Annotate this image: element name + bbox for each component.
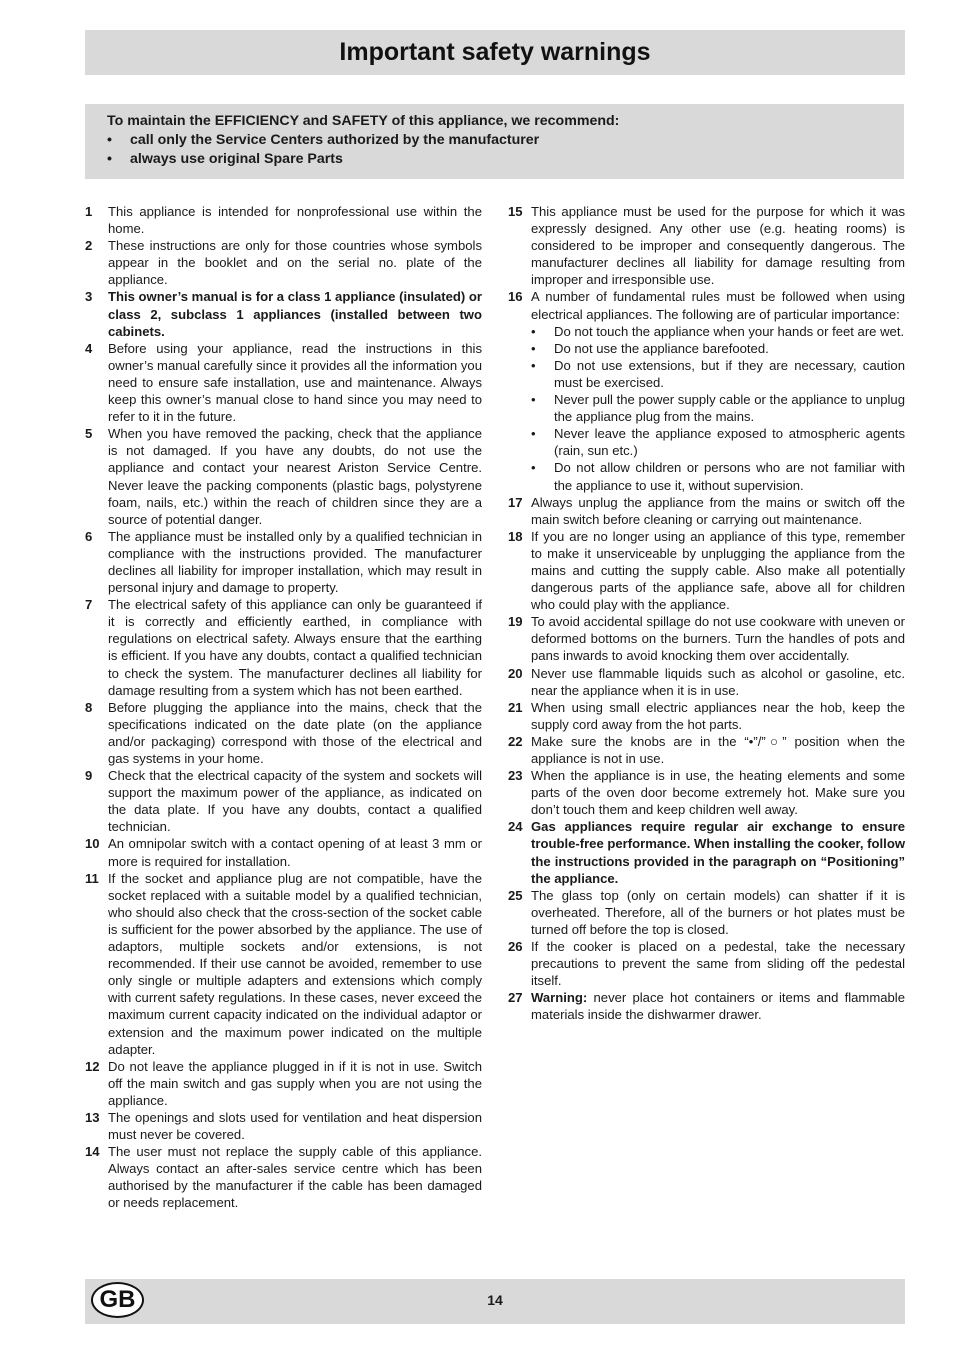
right-column (508, 203, 905, 1024)
recommendation-intro: To maintain the EFFICIENCY and SAFETY of this appliance, we recommend: (107, 113, 620, 129)
item-number: 18 (508, 528, 523, 544)
warning-item-8 (85, 699, 482, 767)
item-body (531, 288, 905, 493)
item-number: 16 (508, 289, 523, 305)
item-number: 11 (85, 870, 99, 886)
item-text: never place hot containers or items and flammable materials inside the dishwarmer drawer. (531, 990, 906, 1023)
sub-item-text: Do not allow children or persons who are not familiar with the appliance to use it, without supervision. (554, 460, 905, 493)
warning-item-15 (508, 203, 905, 288)
warning-item-6 (85, 528, 482, 596)
recommendation-bullet (107, 131, 882, 150)
item-text: The openings and slots used for ventilation and heat dispersion must never be covered. (108, 1109, 482, 1143)
item-number: 13 (85, 1109, 100, 1125)
sub-item (531, 425, 905, 459)
item-text: The glass top (only on certain models) can shatter if it is overheated. Therefore, all of the burners or hot plates must be turned off before the top is closed. (531, 887, 905, 937)
warning-item-16 (508, 288, 905, 493)
bullet-icon: • (531, 460, 536, 476)
item-text: Always unplug the appliance from the mains or switch off the main switch before cleaning or carrying out maintenance. (531, 494, 905, 527)
recommendation-bullet-text: call only the Service Centers authorized by the manufacturer (130, 132, 540, 148)
warning-item-12 (85, 1058, 482, 1109)
warning-item-7 (85, 596, 482, 699)
item-number: 23 (508, 768, 523, 784)
item-text: Never use flammable liquids such as alcohol or gasoline, etc. near the appliance when it is in use. (531, 665, 905, 698)
footer-bar (85, 1279, 905, 1324)
item-number: 20 (508, 665, 523, 681)
warning-item-2 (85, 237, 482, 288)
sub-item-text: Do not touch the appliance when your hands or feet are wet. (554, 323, 905, 339)
item-number: 25 (508, 887, 523, 903)
item-number: 1 (85, 204, 93, 219)
item-text: This appliance is intended for nonprofessional use within the home. (108, 204, 482, 237)
warning-item-14 (85, 1143, 482, 1211)
item-text: Before using your appliance, read the instructions in this owner’s manual carefully since it provides all the information you need to ensure safe installation, use and maintenance. Always keep this owner’s manual close to hand since you may need to refer to it in the future. (108, 340, 482, 425)
sub-item (531, 459, 905, 493)
item-text: The electrical safety of this appliance can only be guaranteed if it is correctly and efficiently earthed, in compliance with regulations on electrical safety. Always ensure that the earthing is efficient. If you have any doubts, contact a qualified technician to check the system. The manufacturer declines all liability for damage resulting from a system which has not been earthed. (108, 597, 482, 698)
warning-item-3 (85, 288, 482, 339)
item-text: Check that the electrical capacity of the system and sockets will support the maximum power of the appliance, as indicated on the data plate. If you have any doubts, contact a qualified technician. (108, 768, 482, 835)
item-number: 8 (85, 699, 93, 715)
item-text: These instructions are only for those countries whose symbols appear in the booklet and on the serial no. plate of the appliance. (108, 238, 482, 288)
item-text: If the socket and appliance plug are not compatible, have the socket replaced with a suitable model by a qualified technician, who should also check that the cross-section of the socket cable is sufficient for the power absorbed by the appliance. The use of adaptors, multiple sockets and/or extensions, is not recommended. If their use cannot be avoided, remember to use only single or multiple adapters and extensions which comply with current safety regulations. In these cases, never exceed the maximum current capacity indicated on the individual adaptor or extension and the maximum power indicated on the multiple adapter. (108, 870, 482, 1057)
item-text: Before plugging the appliance into the mains, check that the specifications indicated on the date plate (on the appliance and/or packaging) correspond with those of the electrical and gas systems in your home. (108, 699, 482, 766)
warning-item-19 (508, 613, 905, 664)
warning-item-10 (85, 835, 482, 869)
recommendation-box (85, 104, 904, 179)
item-text: When you have removed the packing, check that the appliance is not damaged. If you have any doubts, do not use the appliance and contact your nearest Ariston Service Centre. Never leave the packing components (plastic bags, polystyrene foam, nails, etc.) within the reach of children since they are a source of potential danger. (108, 426, 482, 527)
page-title: Important safety warnings (339, 38, 651, 66)
item-text: Do not leave the appliance plugged in if it is not in use. Switch off the main switch and gas supply when you are not using the appliance. (108, 1058, 482, 1108)
bullet-icon: • (531, 426, 536, 442)
item-text: The user must not replace the supply cable of this appliance. Always contact an after-sales service centre which has been authorised by the manufacturer if the cable has been damaged or needs replacement. (108, 1144, 482, 1211)
recommendation-bullet-text: always use original Spare Parts (130, 151, 343, 167)
warning-item-24 (508, 818, 905, 886)
item-text: This appliance must be used for the purpose for which it was expressly designed. Any other use (e.g. heating rooms) is considered to be improper and consequently dangerous. The manufacturer declines all liability for damage resulting from improper and irresponsible use. (531, 204, 905, 288)
sub-item (531, 357, 905, 391)
item-text: An omnipolar switch with a contact opening of at least 3 mm or more is required for installation. (108, 836, 482, 869)
bullet-icon: • (531, 392, 536, 408)
item-number: 17 (508, 494, 523, 510)
item-body (531, 989, 905, 1023)
item-number: 27 (508, 990, 523, 1006)
item-text: This owner’s manual is for a class 1 appliance (insulated) or class 2, subclass 1 appliances (installed between two cabinets. (108, 289, 483, 339)
bullet-icon: • (531, 323, 536, 339)
item-number: 14 (85, 1144, 100, 1160)
item-text: A number of fundamental rules must be followed when using electrical appliances. The following are of particular importance: (531, 289, 905, 322)
item-number: 12 (85, 1058, 100, 1074)
warning-item-1 (85, 203, 482, 237)
item-number: 24 (508, 819, 523, 835)
bullet-icon: • (531, 340, 536, 356)
item-number: 7 (85, 597, 93, 613)
warning-item-20 (508, 665, 905, 699)
item-number: 10 (85, 836, 100, 852)
warning-item-4 (85, 340, 482, 425)
warning-item-9 (85, 767, 482, 835)
item-text: If the cooker is placed on a pedestal, take the necessary precautions to prevent the same from sliding off the pedestal itself. (531, 939, 905, 989)
sub-item (531, 340, 905, 357)
item-number: 4 (85, 340, 93, 356)
item-number: 2 (85, 238, 93, 254)
page-number: 14 (487, 1292, 503, 1308)
item-number: 9 (85, 768, 93, 784)
item-number: 26 (508, 939, 523, 955)
item-number: 3 (85, 289, 93, 305)
sub-item-text: Never pull the power supply cable or the appliance to unplug the appliance plug from the mains. (554, 392, 905, 425)
item-text: When using small electric appliances near the hob, keep the supply cord away from the hot parts. (531, 699, 905, 732)
item-number: 19 (508, 614, 523, 630)
item-text: To avoid accidental spillage do not use cookware with uneven or deformed bottoms on the burners. Turn the handles of pots and pans inwards to avoid knocking them over accidentally. (531, 614, 905, 664)
warning-item-18 (508, 528, 905, 613)
item-number: 6 (85, 528, 93, 544)
sub-item-text: Never leave the appliance exposed to atmospheric agents (rain, sun etc.) (554, 426, 905, 459)
item-text: Make sure the knobs are in the “•”/”○” position when the appliance is not in use. (531, 733, 905, 766)
warning-item-21 (508, 699, 905, 733)
item-number: 5 (85, 426, 93, 442)
recommendation-bullet (107, 150, 882, 169)
sub-list (531, 323, 905, 494)
warning-item-11 (85, 870, 482, 1058)
bullet-icon: • (107, 132, 112, 148)
sub-item (531, 391, 905, 425)
sub-item (531, 323, 905, 340)
warning-item-5 (85, 425, 482, 528)
bullet-icon: • (107, 151, 112, 167)
warning-item-13 (85, 1109, 482, 1143)
warning-item-25 (508, 887, 905, 938)
item-text: When the appliance is in use, the heating elements and some parts of the oven door become extremely hot. Make sure you don’t touch them and keep children well away. (531, 768, 905, 818)
warning-item-17 (508, 494, 905, 528)
gb-language-badge: GB (91, 1282, 144, 1318)
warning-item-23 (508, 767, 905, 818)
left-column (85, 203, 482, 1212)
warning-item-26 (508, 938, 905, 989)
bullet-icon: • (531, 357, 536, 373)
warning-item-22 (508, 733, 905, 767)
warning-label: Warning: (531, 990, 588, 1006)
item-number: 21 (508, 699, 523, 715)
sub-item-text: Do not use extensions, but if they are necessary, caution must be exercised. (554, 357, 905, 390)
item-number: 15 (508, 204, 523, 219)
sub-item-text: Do not use the appliance barefooted. (554, 340, 769, 356)
title-bar (85, 30, 905, 75)
item-text: Gas appliances require regular air exchange to ensure trouble-free performance. When installing the cooker, follow the instructions provided in the paragraph on “Positioning” the appliance. (531, 819, 905, 886)
warning-item-27 (508, 989, 905, 1023)
item-text: The appliance must be installed only by a qualified technician in compliance with the instructions provided. The manufacturer declines all liability for improper installation, which may result in personal injury and damage to property. (108, 528, 482, 596)
item-number: 22 (508, 733, 523, 749)
item-text: If you are no longer using an appliance of this type, remember to make it unserviceable by unplugging the appliance from the mains and cutting the supply cable. Also make all potentially dangerous parts of the appliance safe, above all for children who could play with the appliance. (531, 528, 905, 613)
